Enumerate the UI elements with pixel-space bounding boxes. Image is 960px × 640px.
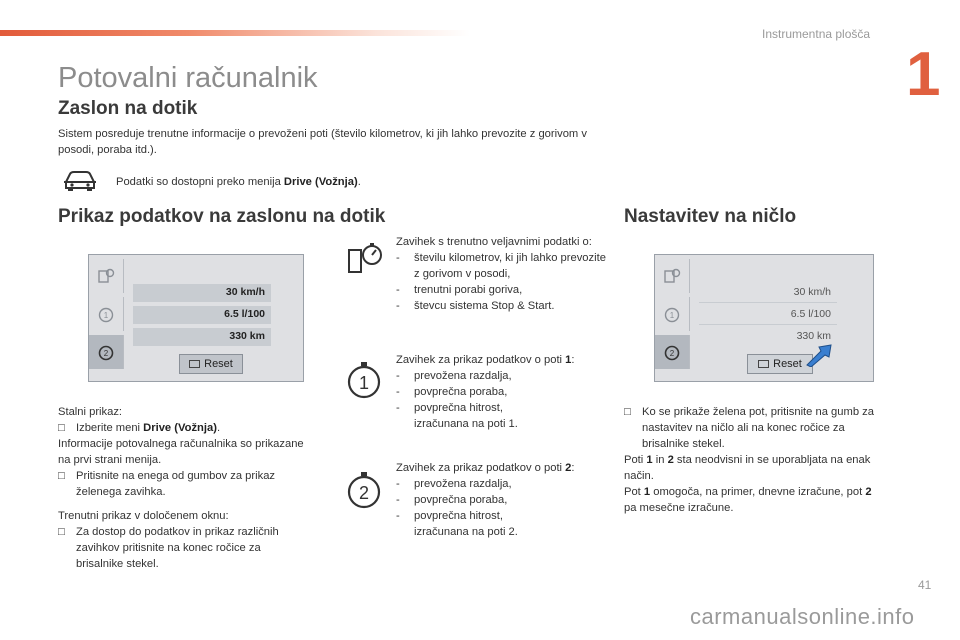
tab-trip1-icon	[655, 297, 690, 331]
live-data-tab-icon	[346, 240, 386, 281]
screen-row-distance: 330 km	[133, 328, 271, 346]
car-icon	[62, 168, 98, 197]
list-item: - povprečna hitrost, izračunana na poti 1.	[396, 402, 518, 430]
watermark: carmanualsonline.info	[690, 604, 915, 629]
reset-screen-illustration	[654, 254, 874, 382]
tab-trip1-icon	[89, 297, 124, 331]
list-item: - povprečna poraba,	[396, 494, 508, 506]
list-item: - prevožena razdalja,	[396, 478, 512, 490]
list-item: - števcu sistema Stop & Start.	[396, 300, 555, 312]
list-item: □ Ko se prikaže želena pot, pritisnite na gumb za nastavitev na ničlo ali na konec ročice za brisalnike stekel.	[624, 406, 874, 450]
tab-trip2-icon	[655, 335, 690, 369]
reset-button: Reset	[179, 354, 243, 374]
tab-trip2-icon	[89, 335, 124, 369]
intro-heading: Zaslon na dotik	[58, 98, 198, 119]
finger-pointer-icon	[805, 341, 835, 372]
svg-text:2: 2	[358, 483, 370, 503]
list-item: - prevožena razdalja,	[396, 370, 512, 382]
page-title: Potovalni računalnik	[58, 62, 318, 94]
trip1-stopwatch-icon	[346, 360, 382, 405]
paragraph: Pot 1 omogoča, na primer, dnevne izračune, pot 2 pa mesečne izračune.	[624, 486, 872, 514]
screen-row-consumption: 6.5 l/100	[133, 306, 271, 324]
list-item: □ Za dostop do podatkov in prikaz različnih zavihkov pritisnite na konec ročice za brisalnike stekel.	[58, 526, 279, 570]
list-item: □ Izberite meni Drive (Vožnja).	[58, 422, 221, 434]
tab-live-icon	[89, 259, 124, 293]
temporary-display-block: Trenutni prikaz v določenem oknu: □ Za dostop do podatkov in prikaz različnih zavihkov pritisnite na konec ročice za brisalnike stekel.	[58, 508, 308, 572]
permanent-display-block: Stalni prikaz: □ Izberite meni Drive (Vožnja). Informacije potovalnega računalnika so prikazane na prvi strani menija. □ Pritisnite na enega od gumbov za prikaz želenega zavihka.	[58, 404, 308, 500]
reset-icon	[189, 360, 200, 368]
tab-live-icon	[655, 259, 690, 293]
menu-name: Drive (Vožnja)	[283, 176, 358, 188]
tab-trip2-description: Zavihek za prikaz podatkov o poti 2: - prevožena razdalja, - povprečna poraba, - povprečna hitrost, izračunana na poti 2.	[396, 460, 606, 540]
touchscreen-illustration	[88, 254, 304, 382]
intro-text: Sistem posreduje trenutne informacije o prevoženi poti (število kilometrov, ki jih lahko prevozite z gorivom v posodi, poraba itd.).	[58, 128, 587, 156]
list-item: □ Pritisnite na enega od gumbov za prikaz želenega zavihka.	[58, 470, 276, 498]
reset-heading: Nastavitev na ničlo	[624, 206, 797, 227]
page-number: 41	[918, 578, 932, 592]
display-heading: Prikaz podatkov na zaslonu na dotik	[58, 206, 386, 227]
list-item: - številu kilometrov, ki jih lahko prevozite z gorivom v posodi,	[396, 252, 606, 280]
reset-icon	[758, 360, 769, 368]
menu-note: Podatki so dostopni preko menija Drive (Vožnja).	[116, 176, 361, 188]
svg-text:2: 2	[103, 349, 109, 358]
paragraph: Poti 1 in 2 sta neodvisni in se uporabljata na enak način.	[624, 454, 871, 482]
chapter-number: 1	[906, 40, 941, 109]
screen-row-speed: 30 km/h	[133, 284, 271, 302]
screen-row-speed: 30 km/h	[699, 284, 837, 303]
screen-row-consumption: 6.5 l/100	[699, 306, 837, 325]
svg-text:1: 1	[103, 311, 109, 320]
tab-live-description: Zavihek s trenutno veljavnimi podatki o: - številu kilometrov, ki jih lahko prevozite z gorivom v posodi, - trenutni porabi goriva, - števcu sistema Stop & Start.	[396, 236, 606, 312]
header-accent-bar	[0, 30, 470, 36]
list-item: - povprečna hitrost, izračunana na poti 2.	[396, 510, 518, 538]
svg-text:2: 2	[669, 349, 675, 358]
trip2-stopwatch-icon	[346, 470, 382, 515]
svg-text:1: 1	[669, 311, 675, 320]
list-item: - trenutni porabi goriva,	[396, 284, 523, 296]
reset-instructions	[624, 404, 874, 516]
tab-trip1-description: Zavihek za prikaz podatkov o poti 1: - prevožena razdalja, - povprečna poraba, - povprečna hitrost, izračunana na poti 1.	[396, 352, 606, 432]
svg-text:1: 1	[358, 373, 370, 393]
section-title: Instrumentna plošča	[762, 27, 871, 41]
reset-button: Reset	[747, 354, 813, 374]
list-item: - povprečna poraba,	[396, 386, 508, 398]
screen-row-distance: 330 km	[796, 330, 831, 342]
